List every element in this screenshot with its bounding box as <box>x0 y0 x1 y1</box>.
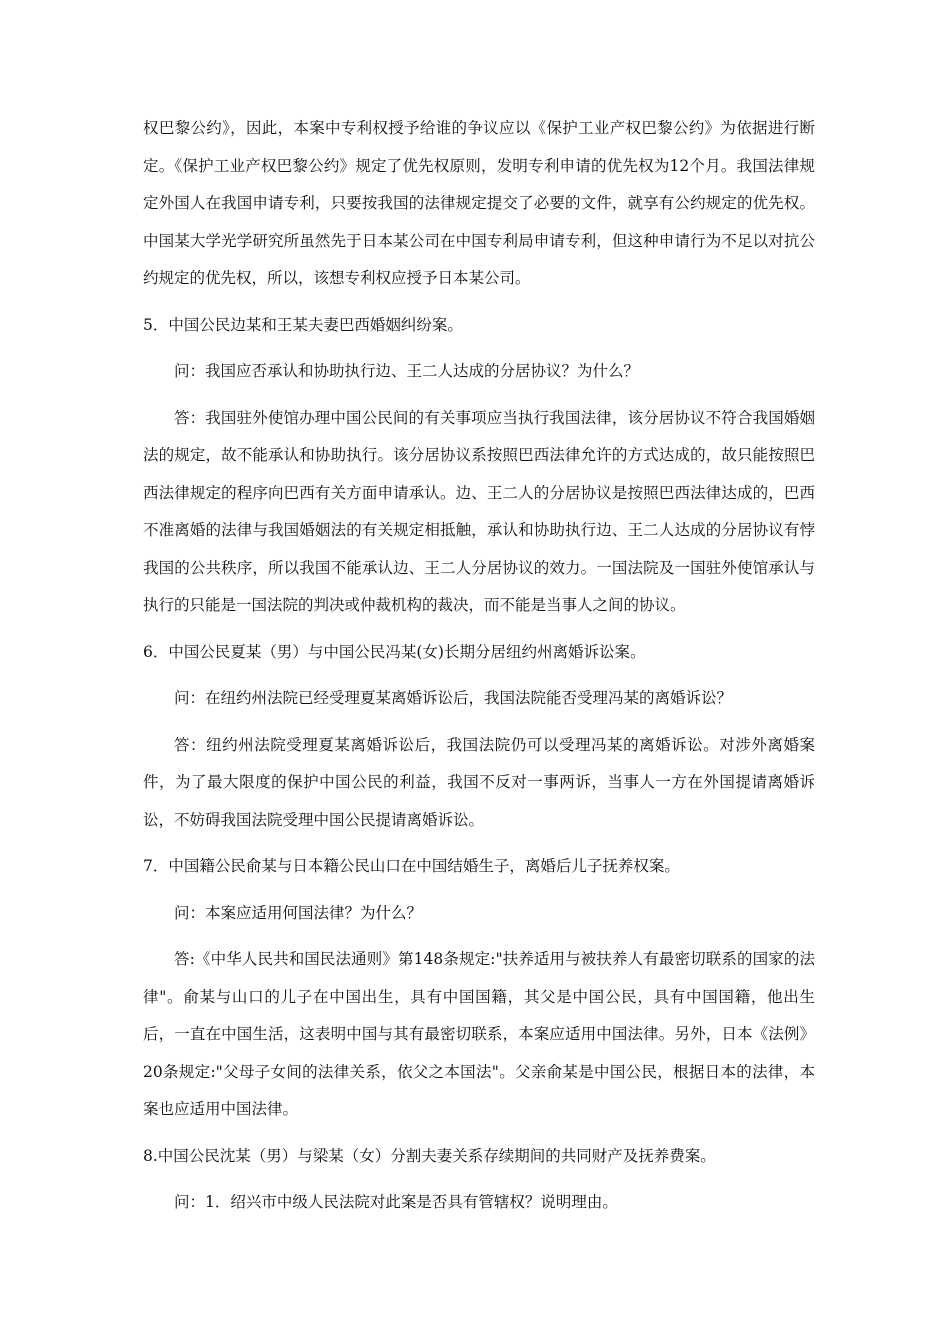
case-6-answer: 答：纽约州法院受理夏某离婚诉讼后，我国法院仍可以受理冯某的离婚诉讼。对涉外离婚案件，为了最大限度的保护中国公民的利益，我国不反对一事两诉，当事人一方在外国提请离婚诉讼，不妨碍我国法院受理中国公民提请离婚诉讼。 <box>143 735 815 829</box>
case-8-heading: 8.中国公民沈某（男）与梁某（女）分割夫妻关系存续期间的共同财产及抚养费案。 <box>143 1146 716 1165</box>
case-5-heading: 5．中国公民边某和王某夫妻巴西婚姻纠纷案。 <box>143 315 463 334</box>
case-6-heading: 6．中国公民夏某（男）与中国公民冯某(女)长期分居纽约州离婚诉讼案。 <box>143 642 646 661</box>
case-7-heading: 7．中国籍公民俞某与日本籍公民山口在中国结婚生子，离婚后儿子抚养权案。 <box>143 857 680 875</box>
paragraph-case4-conclusion: 权巴黎公约》，因此，本案中专利权授予给谁的争议应以《保护工业产权巴黎公约》为依据进行断定。《保护工业产权巴黎公约》规定了优先权原则，发明专利申请的优先权为12个月。我国法律规定外国人在我国申请专利，只要按我国的法律规定提交了必要的文件，就享有公约规定的优先权。中国某大学光学研究所虽然先于日本某公司在中国专利局申请专利，但这种申请行为不足以对抗公约规定的优先权，所以，该想专利权应授予日本某公司。 <box>143 119 815 287</box>
case-5-answer: 答：我国驻外使馆办理中国公民间的有关事项应当执行我国法律，该分居协议不符合我国婚姻法的规定，故不能承认和协助执行。该分居协议系按照巴西法律允许的方式达成的，故只能按照巴西法律规定的程序向巴西有关方面申请承认。边、王二人的分居协议是按照巴西法律达成的，巴西不准离婚的法律与我国婚姻法的有关规定相抵触，承认和协助执行边、王二人达成的分居协议有悖我国的公共秩序，所以我国不能承认边、王二人分居协议的效力。一国法院及一国驻外使馆承认与执行的只能是一国法院的判决或仲裁机构的裁决，而不能是当事人之间的协议。 <box>143 408 815 614</box>
case-8-question: 问：1．绍兴市中级人民法院对此案是否具有管辖权？说明理由。 <box>174 1193 618 1211</box>
case-7-answer: 答:《中华人民共和国民法通则》第148条规定:"扶养适用与被扶养人有最密切联系的国家的法律"。俞某与山口的儿子在中国出生，具有中国国籍，其父是中国公民，具有中国国籍，他出生后，一直在中国生活，这表明中国与其有最密切联系，本案应适用中国法律。另外，日本《法例》20条规定:"父母子女间的法律关系，依父之本国法"。父亲俞某是中国公民，根据日本的法律，本案也应适用中国法律。 <box>143 950 815 1118</box>
case-7-question: 问：本案应适用何国法律？为什么？ <box>174 903 423 922</box>
case-6-question: 问：在纽约州法院已经受理夏某离婚诉讼后，我国法院能否受理冯某的离婚诉讼？ <box>174 689 733 707</box>
document-body <box>143 110 815 1222</box>
case-5-question: 问：我国应否承认和协助执行边、王二人达成的分居协议？为什么？ <box>174 362 640 380</box>
